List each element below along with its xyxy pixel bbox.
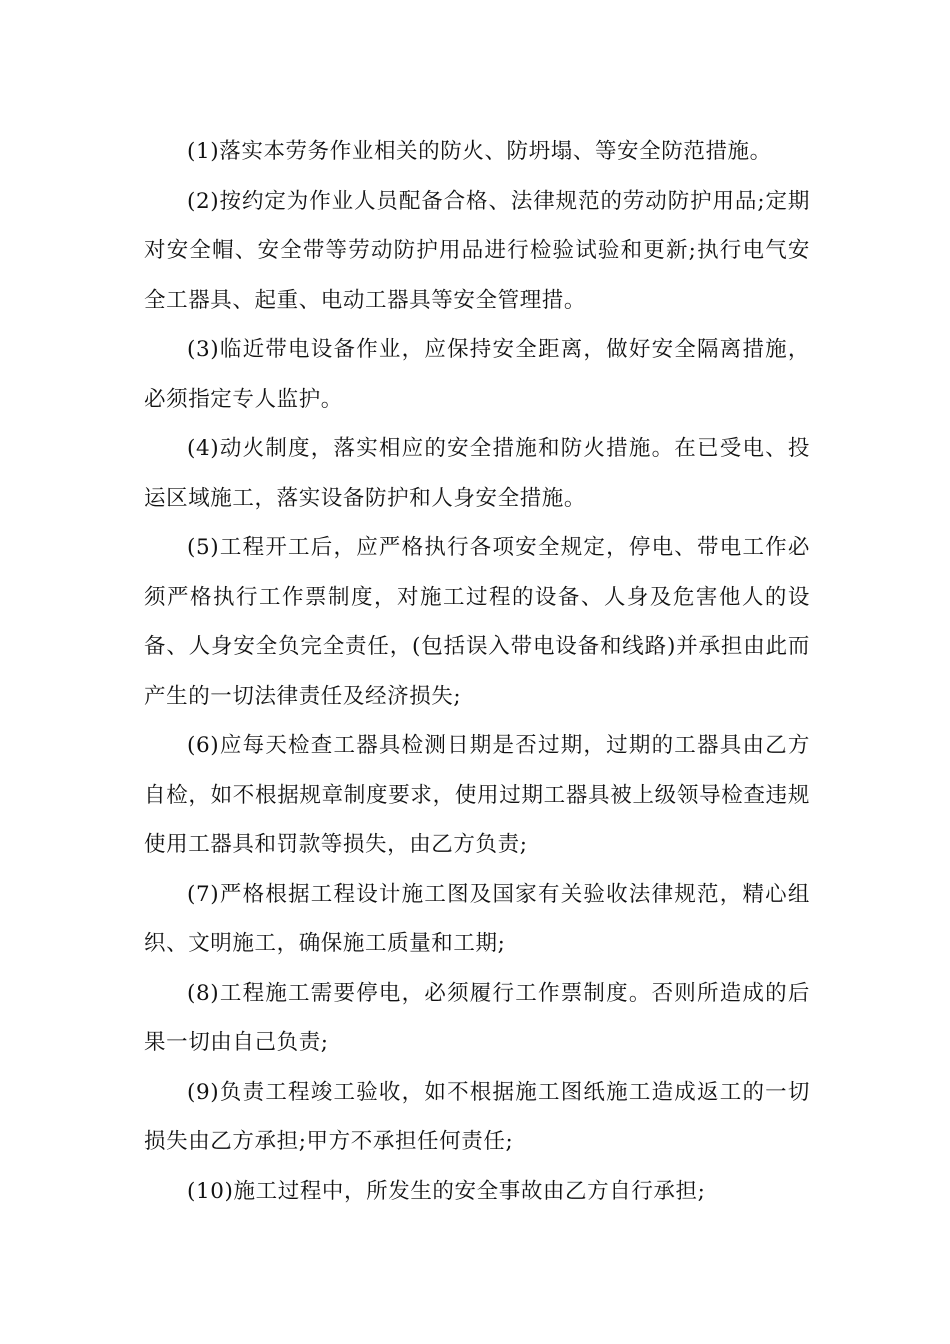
paragraph-3: (3)临近带电设备作业，应保持安全距离，做好安全隔离措施，必须指定专人监护。 [144, 337, 810, 412]
paragraph-4: (4)动火制度，落实相应的安全措施和防火措施。在已受电、投运区域施工，落实设备防护和人身安全措施。 [144, 436, 810, 511]
paragraph-6: (6)应每天检查工器具检测日期是否过期，过期的工器具由乙方自检，如不根据规章制度要求，使用过期工器具被上级领导检查违规使用工器具和罚款等损失，由乙方负责; [144, 733, 810, 857]
paragraph-5: (5)工程开工后，应严格执行各项安全规定，停电、带电工作必须严格执行工作票制度，对施工过程的设备、人身及危害他人的设备、人身安全负完全责任，(包括误入带电设备和线路)并承担由此而产生的一切法律责任及经济损失; [144, 535, 810, 709]
paragraph-8: (8)工程施工需要停电，必须履行工作票制度。否则所造成的后果一切由自己负责; [144, 980, 810, 1055]
paragraph-1: (1)落实本劳务作业相关的防火、防坍塌、等安全防范措施。 [187, 139, 772, 164]
paragraph-10: (10)施工过程中，所发生的安全事故由乙方自行承担; [187, 1178, 706, 1204]
paragraph-2: (2)按约定为作业人员配备合格、法律规范的劳动防护用品;定期对安全帽、安全带等劳动防护用品进行检验试验和更新;执行电气安全工器具、起重、电动工器具等安全管理措。 [144, 188, 810, 313]
paragraph-9: (9)负责工程竣工验收，如不根据施工图纸施工造成返工的一切损失由乙方承担;甲方不承担任何责任; [144, 1079, 810, 1154]
paragraph-7: (7)严格根据工程设计施工图及国家有关验收法律规范，精心组织、文明施工，确保施工质量和工期; [144, 881, 810, 956]
